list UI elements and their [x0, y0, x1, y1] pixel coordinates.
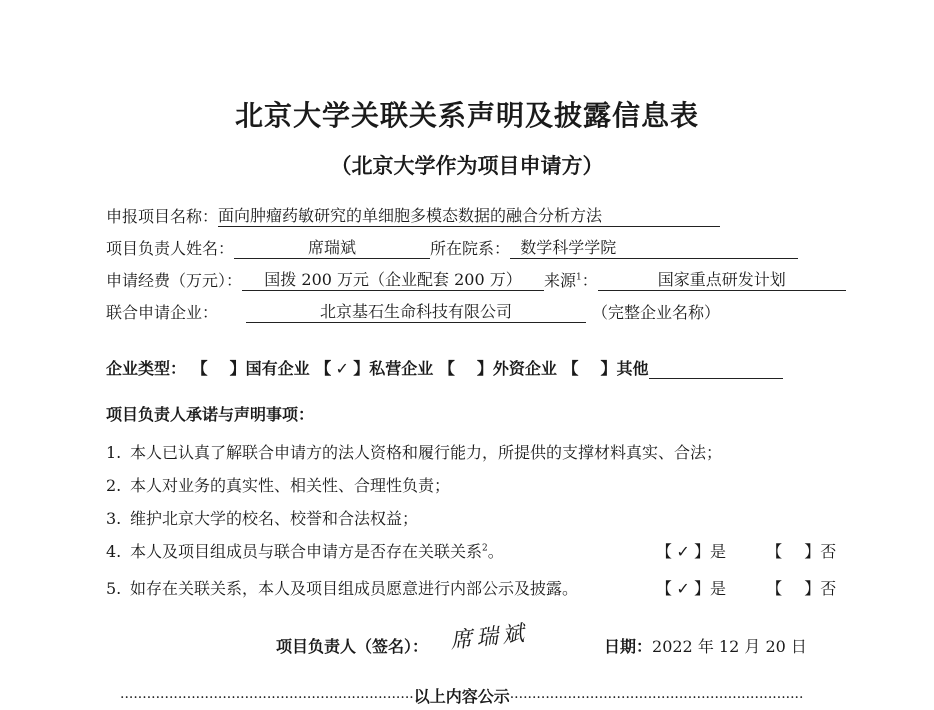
commitment-5-answer [656, 576, 836, 599]
commitment-5-no-label: 否 [820, 579, 837, 598]
commitments-heading: 项目负责人承诺与声明事项： [106, 405, 315, 424]
commitment-4-no-checkbox[interactable]: 【 】 [766, 542, 821, 561]
partner-value: 北京基石生命科技有限公司 [246, 302, 586, 323]
option-foreign: 外资企业 [492, 359, 557, 378]
handwritten-signature: 席瑞斌 [449, 620, 530, 654]
date-row [604, 634, 807, 657]
commitment-5-no-checkbox[interactable]: 【 】 [766, 579, 821, 598]
project-name-value: 面向肿瘤药敏研究的单细胞多模态数据的融合分析方法 [218, 206, 720, 227]
checkbox-other[interactable]: 【 】 [562, 359, 617, 378]
commitment-item-4: 4. 本人及项目组成员与联合申请方是否存在关联关系$^2$。 [106, 542, 504, 561]
funding-label: 申请经费（万元）： [106, 271, 243, 290]
source-label: 来源$^1$： [544, 271, 598, 290]
checkbox-foreign[interactable]: 【 】 [438, 359, 493, 378]
project-name-row [106, 204, 720, 227]
form-title: 北京大学关联关系声明及披露信息表 [234, 99, 699, 132]
footer-text: 以上内容公示 [413, 687, 510, 706]
partner-row [106, 300, 720, 323]
commitment-item-2: 2. 本人对业务的真实性、相关性、合理性负责； [106, 476, 451, 495]
source-value: 国家重点研发计划 [598, 270, 846, 291]
signature-label: 项目负责人（签名）： [276, 637, 429, 656]
commitment-4-no-label: 否 [820, 542, 837, 561]
commitment-item-1: 1. 本人已认真了解联合申请方的法人资格和履行能力，所提供的支撑材料真实、合法； [106, 443, 723, 462]
option-private: 私营企业 [369, 359, 434, 378]
commitment-4-answer [656, 539, 836, 562]
company-type-row [106, 356, 783, 379]
commitment-5-yes-label: 是 [710, 579, 727, 598]
funding-value: 国拨 200 万元（企业配套 200 万） [242, 270, 544, 291]
partner-label: 联合申请企业： [106, 303, 219, 322]
footer-dots-right: ·································································· [509, 690, 804, 706]
leader-row [106, 236, 798, 259]
leader-label: 项目负责人姓名： [106, 239, 235, 258]
department-value: 数学科学学院 [510, 238, 798, 259]
commitment-5-yes-checkbox[interactable]: 【 ✓ 】 [656, 579, 711, 598]
partner-note: （完整企业名称） [592, 303, 721, 322]
date-label: 日期： [604, 637, 653, 656]
option-state-owned: 国有企业 [245, 359, 310, 378]
commitment-4-yes-label: 是 [710, 542, 727, 561]
commitment-4-yes-checkbox[interactable]: 【 ✓ 】 [656, 542, 711, 561]
commitment-item-3: 3. 维护北京大学的校名、校誉和合法权益； [106, 509, 419, 528]
option-other: 其他 [616, 359, 649, 378]
form-subtitle: （北京大学作为项目申请方） [330, 153, 604, 178]
project-name-label: 申报项目名称： [106, 207, 219, 226]
checkbox-state-owned[interactable]: 【 】 [191, 359, 246, 378]
leader-value: 席瑞斌 [234, 238, 430, 259]
department-label: 所在院系： [430, 239, 511, 258]
funding-row [106, 268, 846, 291]
footer-divider [120, 684, 820, 707]
footer-dots-left: ·································································· [120, 690, 414, 706]
commitment-item-5: 5. 如存在关联关系，本人及项目组成员愿意进行内部公示及披露。 [106, 579, 579, 598]
checkbox-private[interactable]: 【 ✓ 】 [315, 359, 370, 378]
company-type-label: 企业类型： [106, 359, 187, 378]
other-blank [649, 358, 783, 379]
date-value: 2022 年 12 月 20 日 [652, 637, 807, 656]
